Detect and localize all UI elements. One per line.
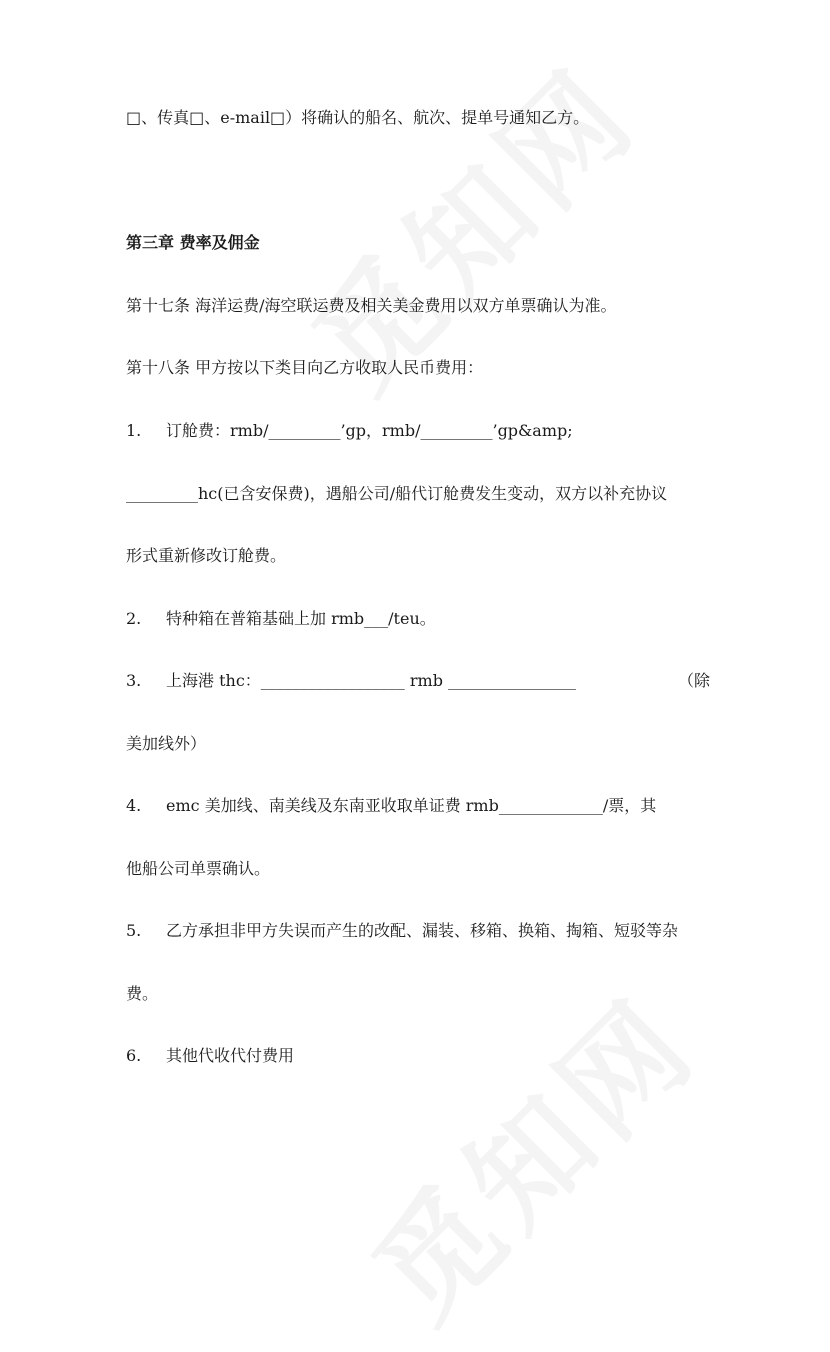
list-item-text: emc 美加线、南美线及东南亚收取单证费 rmb_____________/票，其 xyxy=(166,796,657,815)
list-item-3-end: （除 xyxy=(678,671,711,690)
list-item-1 xyxy=(126,421,573,441)
list-item-6 xyxy=(126,1046,294,1066)
list-item-1-continued: _________hc(已含安保费)，遇船公司/船代订舱费发生变动，双方以补充协议 xyxy=(126,484,668,503)
list-item-text: 乙方承担非甲方失误而产生的改配、漏装、移箱、换箱、掏箱、短驳等杂 xyxy=(166,921,679,940)
list-item-number: 4. xyxy=(126,796,142,815)
list-item-3 xyxy=(126,671,576,691)
list-item-number: 3. xyxy=(126,671,142,690)
paragraph-line: □、传真□、e-mail□）将确认的船名、航次、提单号通知乙方。 xyxy=(126,108,590,127)
list-item-text: 上海港 thc：__________________ rmb ________________ xyxy=(166,671,577,690)
list-item-text: 订舱费：rmb/_________’gp，rmb/_________’gp&amp; xyxy=(166,421,573,440)
list-item-number: 6. xyxy=(126,1046,142,1065)
watermark-bottom xyxy=(330,954,727,1351)
list-item-3-continued: 美加线外） xyxy=(126,734,207,753)
list-item-number: 1. xyxy=(126,421,142,440)
list-item-5 xyxy=(126,921,678,941)
list-item-2 xyxy=(126,609,436,629)
chapter-heading: 第三章 费率及佣金 xyxy=(126,233,260,252)
list-item-number: 5. xyxy=(126,921,142,940)
list-item-text: 其他代收代付费用 xyxy=(166,1046,295,1065)
article-17: 第十七条 海洋运费/海空联运费及相关美金费用以双方单票确认为准。 xyxy=(126,296,617,315)
list-item-number: 2. xyxy=(126,609,142,628)
article-18: 第十八条 甲方按以下类目向乙方收取人民币费用： xyxy=(126,358,484,377)
list-item-text: 特种箱在普箱基础上加 rmb___/teu。 xyxy=(166,609,436,628)
list-item-4 xyxy=(126,796,656,816)
list-item-4-continued: 他船公司单票确认。 xyxy=(126,859,271,878)
list-item-1-continued: 形式重新修改订舱费。 xyxy=(126,546,287,565)
list-item-5-continued: 费。 xyxy=(126,984,159,1003)
